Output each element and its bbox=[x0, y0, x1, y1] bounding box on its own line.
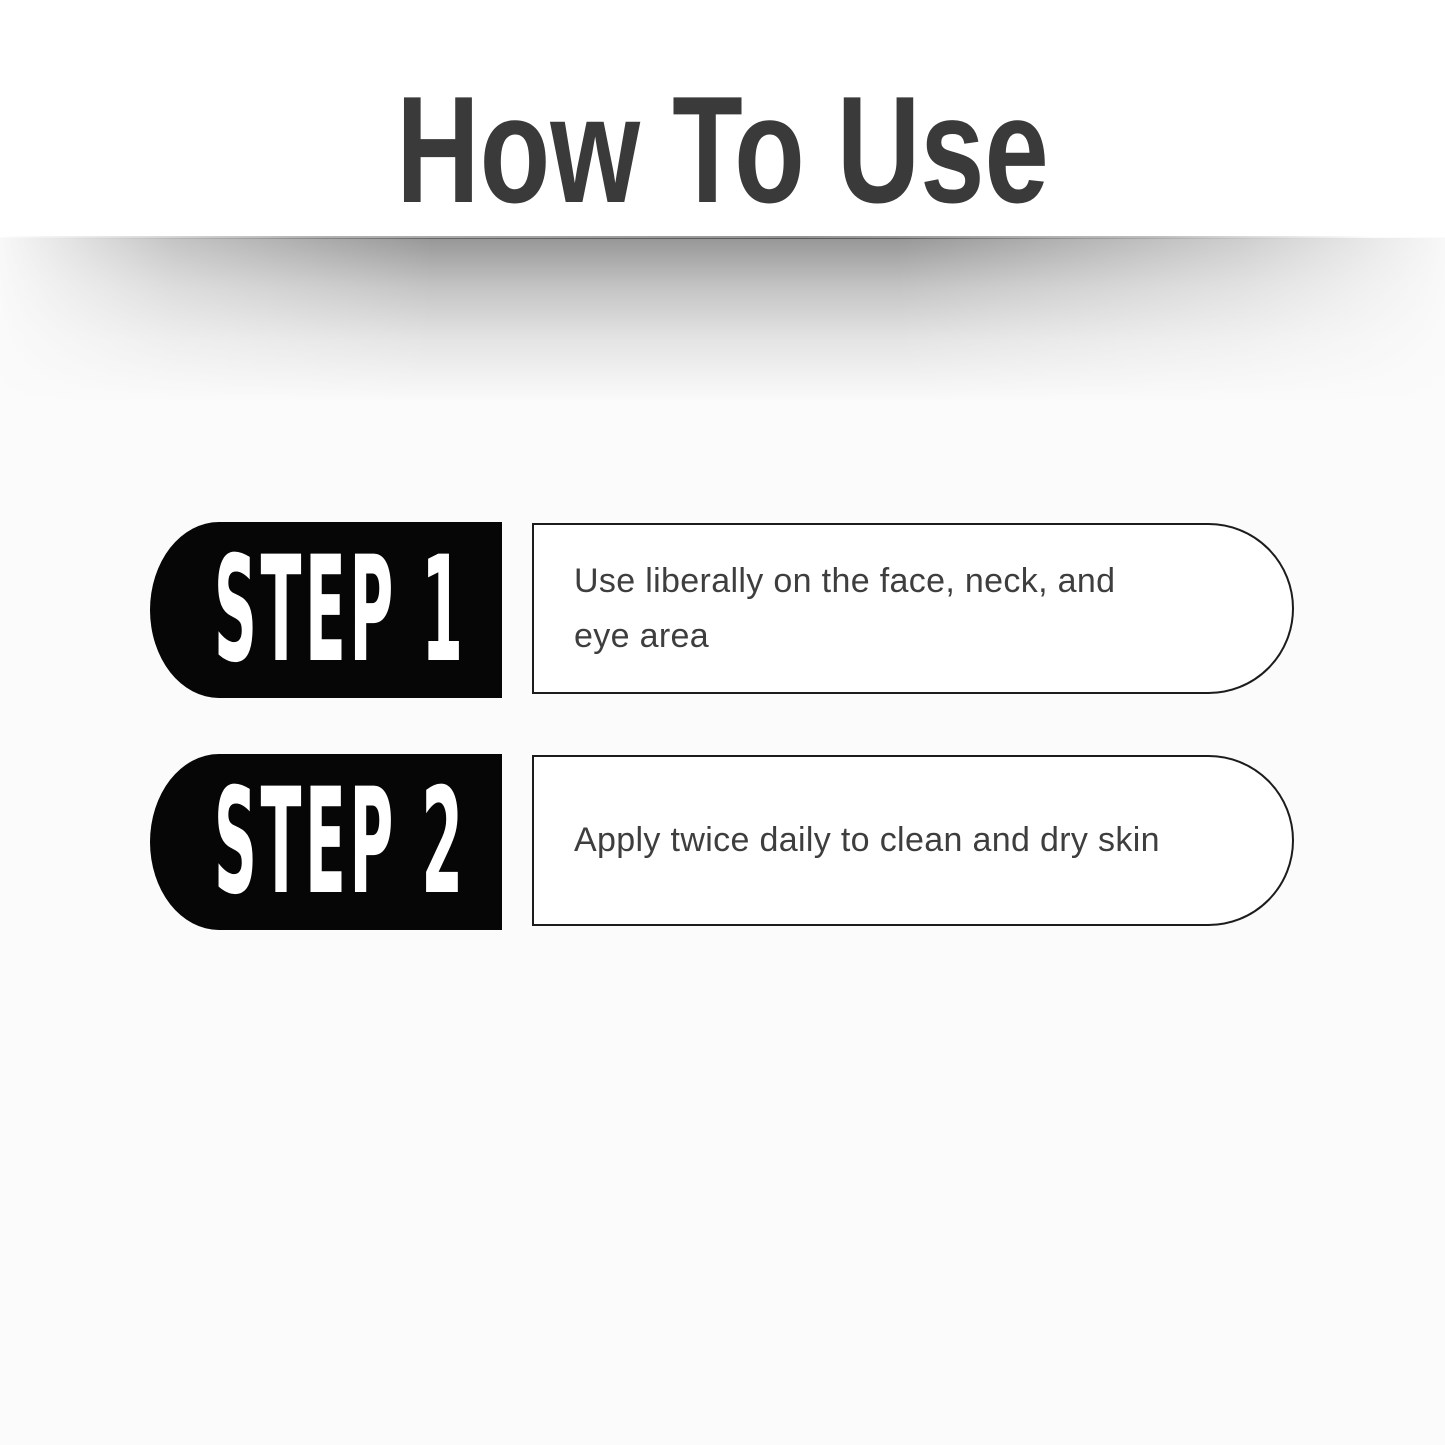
step-1-description: Use liberally on the face, neck, and eye area bbox=[574, 562, 1116, 655]
step-1-badge-label: STEP 1 bbox=[213, 525, 467, 695]
step-2-badge bbox=[150, 754, 502, 930]
step-2-badge-label: STEP 2 bbox=[213, 757, 467, 927]
page-title: How To Use bbox=[396, 65, 1049, 235]
header-band bbox=[0, 0, 1445, 237]
header-drop-shadow bbox=[0, 238, 1445, 403]
step-row-2 bbox=[0, 754, 1445, 930]
step-2-description-box bbox=[532, 755, 1294, 926]
step-row-1 bbox=[0, 522, 1445, 698]
step-2-description: Apply twice daily to clean and dry skin bbox=[574, 821, 1160, 860]
step-1-badge bbox=[150, 522, 502, 698]
step-1-description-box bbox=[532, 523, 1294, 694]
